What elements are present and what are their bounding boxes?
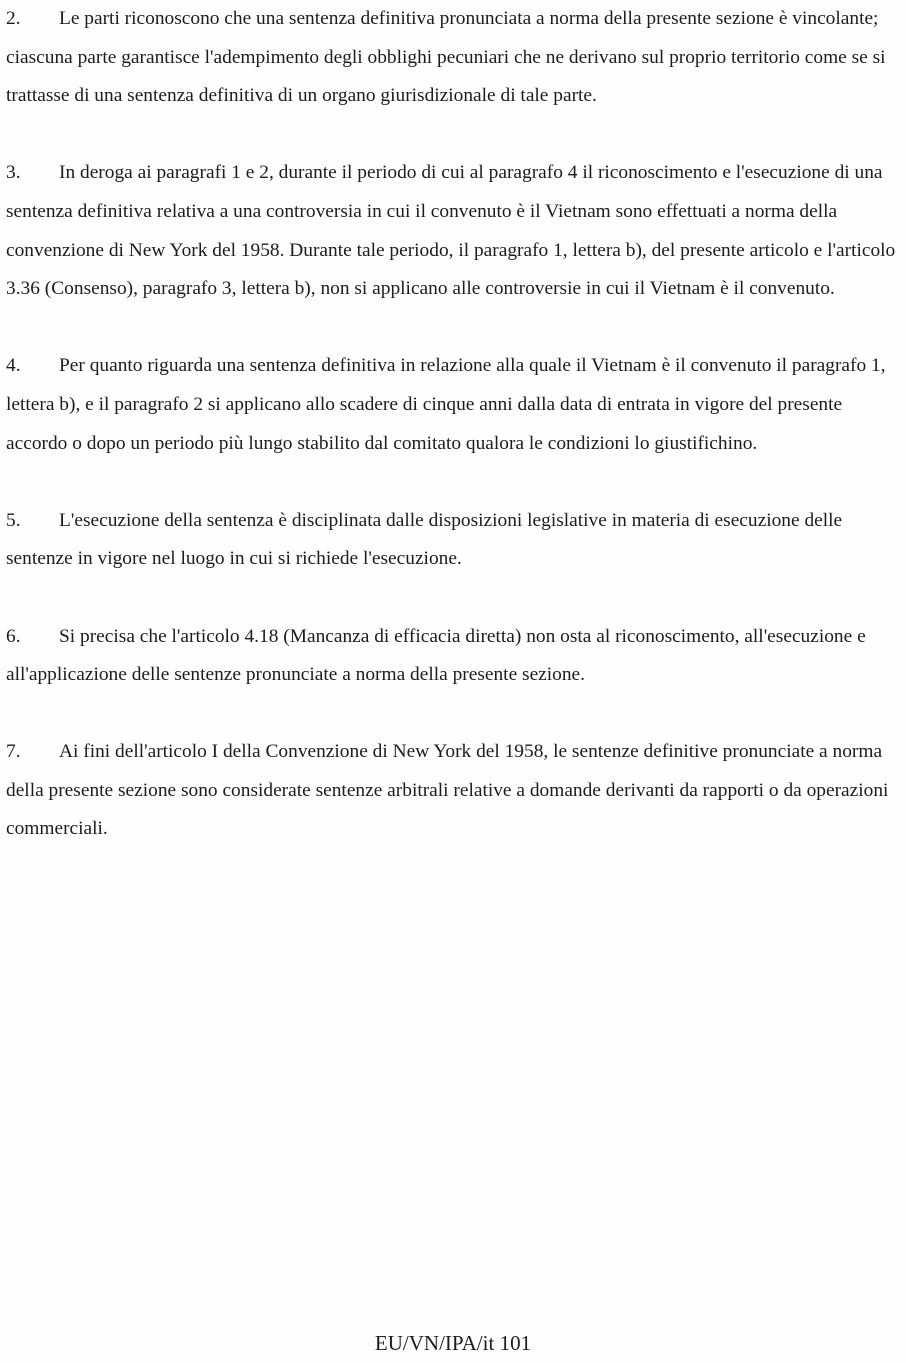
page-footer bbox=[0, 1330, 906, 1356]
page-footer-label: EU/VN/IPA/it 101 bbox=[374, 1331, 532, 1355]
paragraph-7 bbox=[6, 733, 898, 849]
paragraph-6-text: Si precisa che l'articolo 4.18 (Mancanza di efficacia diretta) non osta al riconoscimento, all'esecuzione e all'applicazione delle sentenze pronunciate a norma della presente sezione. bbox=[6, 625, 866, 686]
paragraph-6-number: 6. bbox=[6, 625, 21, 647]
paragraph-3-text: In deroga ai paragrafi 1 e 2, durante il periodo di cui al paragrafo 4 il riconoscimento e l'esecuzione di una sentenza definitiva relativa a una controversia in cui il convenuto è il Vietnam sono effettuati a norma della convenzione di New York del 1958. Durante tale periodo, il paragrafo 1, lettera b), del presente articolo e l'articolo 3.36 (Consenso), paragrafo 3, lettera b), non si applicano alle controversie in cui il Vietnam è il convenuto. bbox=[6, 162, 896, 300]
paragraph-3-number: 3. bbox=[6, 162, 21, 184]
paragraph-5-number: 5. bbox=[6, 509, 21, 531]
paragraph-6 bbox=[6, 618, 898, 695]
paragraph-4 bbox=[6, 347, 898, 463]
paragraph-4-text: Per quanto riguarda una sentenza definitiva in relazione alla quale il Vietnam è il convenuto il paragrafo 1, lettera b), e il paragrafo 2 si applicano allo scadere di cinque anni dalla data di entrata in vigore del presente accordo o dopo un periodo più lungo stabilito dal comitato qualora le condizioni lo giustifichino. bbox=[6, 355, 886, 454]
paragraph-2-text: Le parti riconoscono che una sentenza definitiva pronunciata a norma della presente sezione è vincolante; ciascuna parte garantisce l'adempimento degli obblighi pecuniari che ne derivano sul proprio territorio come se si trattasse di una sentenza definitiva di un organo giurisdizionale di tale parte. bbox=[6, 8, 886, 107]
paragraph-4-number: 4. bbox=[6, 355, 21, 377]
paragraph-5-text: L'esecuzione della sentenza è disciplinata dalle disposizioni legislative in materia di esecuzione delle sentenze in vigore nel luogo in cui si richiede l'esecuzione. bbox=[6, 509, 843, 570]
paragraph-2-number: 2. bbox=[6, 8, 21, 29]
paragraph-7-number: 7. bbox=[6, 741, 21, 763]
paragraph-2 bbox=[6, 0, 898, 116]
paragraph-7-text: Ai fini dell'articolo I della Convenzione di New York del 1958, le sentenze definitive pronunciate a norma della presente sezione sono considerate sentenze arbitrali relative a domande derivanti da rapporti o da operazioni commerciali. bbox=[6, 741, 889, 840]
paragraph-3 bbox=[6, 154, 898, 308]
paragraph-5 bbox=[6, 502, 898, 579]
